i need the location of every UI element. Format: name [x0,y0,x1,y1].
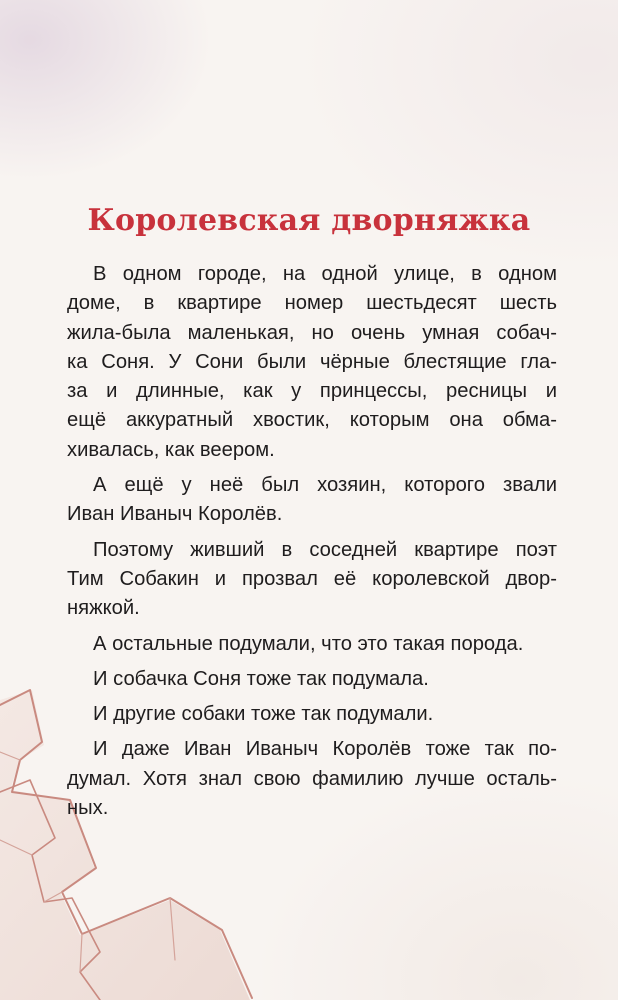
text-line: доме, в квартире номер шестьдесят шесть [67,292,557,315]
paragraph [67,735,557,823]
paragraph [67,260,557,465]
text-line: ка Соня. У Сони были чёрные блестящие гла- [67,350,557,373]
paragraph [67,630,557,659]
text-line: И собачка Соня тоже так подумала. [93,667,429,690]
paragraph [67,665,557,694]
text-line: ещё аккуратный хвостик, которым она обма- [67,409,557,432]
text-line: за и длинные, как у принцессы, ресницы и [67,380,557,403]
text-line: думал. Хотя знал свою фамилию лучше осталь- [67,767,557,790]
text-line: няжкой. [67,597,140,620]
text-line: Поэтому живший в соседней квартире поэт [93,538,557,561]
text-line: ных. [67,797,109,820]
text-line: А остальные подумали, что это такая порода. [93,632,524,655]
text-line: А ещё у неё был хозяин, которого звали [93,474,557,497]
story-title: Королевская дворняжка [87,203,531,238]
text-line: Иван Иваныч Королёв. [67,503,283,526]
story-text [67,260,557,829]
paragraph [67,700,557,729]
text-line: хивалась, как веером. [67,438,275,461]
text-line: жила-была маленькая, но очень умная собач- [67,321,557,344]
text-line: И даже Иван Иваныч Королёв тоже так по- [93,738,557,761]
text-line: Тим Собакин и прозвал её королевской двор- [67,567,557,590]
paragraph [67,536,557,624]
paragraph [67,471,557,530]
text-line: И другие собаки тоже так подумали. [93,703,434,726]
text-line: В одном городе, на одной улице, в одном [93,263,557,285]
